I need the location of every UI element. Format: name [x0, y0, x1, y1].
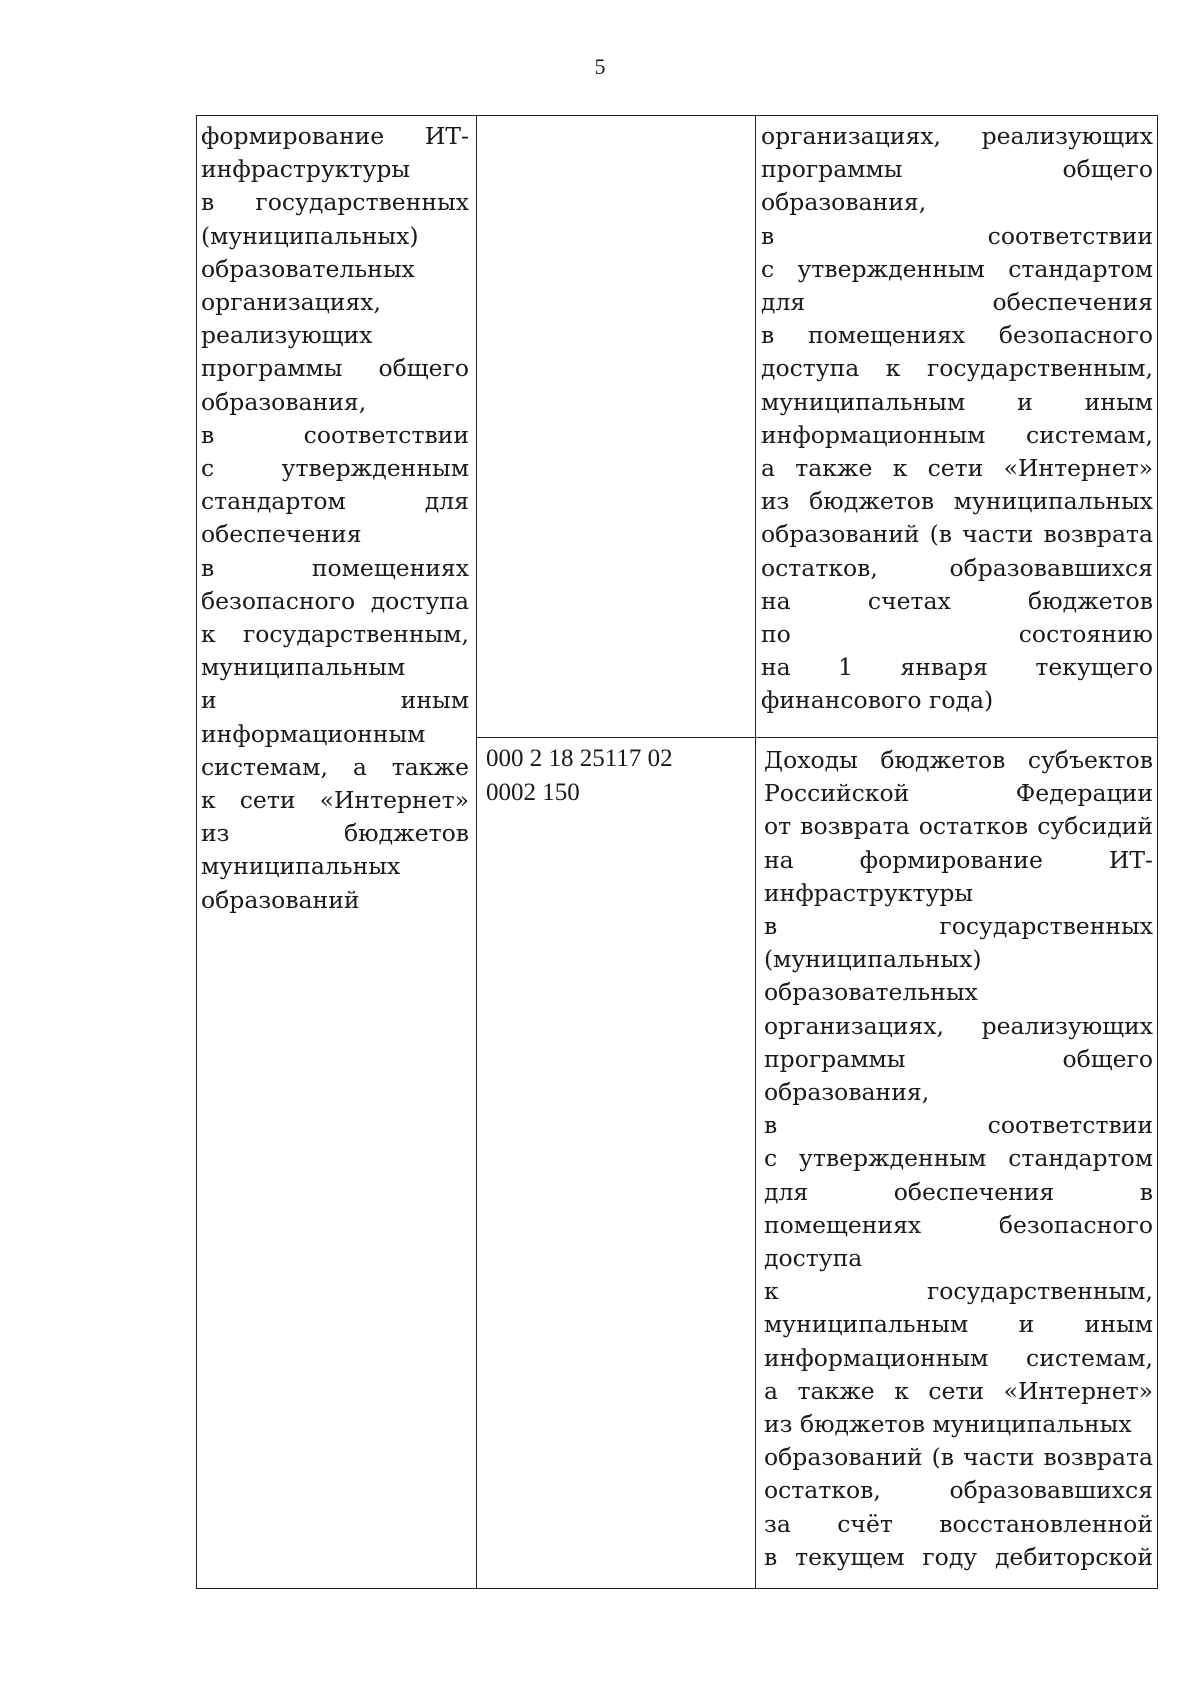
page-number: 5	[594, 54, 606, 79]
text-line: а также к сети «Интернет»	[761, 454, 1153, 483]
text-line: остатков, образовавшихся	[764, 1476, 1153, 1505]
text-line: из бюджетов муниципальных	[764, 1410, 1132, 1439]
text-line: за счёт восстановленной	[764, 1509, 1153, 1538]
text-line: информационным	[201, 719, 426, 748]
column-divider-1	[476, 116, 477, 1588]
text-line: в соответствии	[201, 420, 469, 449]
text-line: доступа	[764, 1244, 863, 1273]
text-line: образования,	[761, 188, 927, 217]
text-line: муниципальных	[201, 852, 401, 881]
text-line: на счетах бюджетов	[761, 586, 1153, 615]
text-line: Российской Федерации	[764, 779, 1153, 808]
text-line: муниципальным и иным	[761, 387, 1153, 416]
text-line: с утвержденным	[201, 454, 469, 483]
text-line: а также к сети «Интернет»	[764, 1376, 1153, 1405]
text-line: 000 2 18 25117 02	[486, 745, 673, 772]
text-line: с утвержденным стандартом	[764, 1144, 1153, 1173]
text-line: информационным системам,	[764, 1343, 1153, 1372]
text-line: в текущем году дебиторской	[764, 1542, 1153, 1571]
text-line: реализующих	[201, 321, 373, 350]
text-line: к сети «Интернет»	[201, 786, 469, 815]
text-line: в соответствии	[761, 221, 1153, 250]
text-line: обеспечения	[201, 520, 362, 549]
text-line: в соответствии	[764, 1111, 1153, 1140]
text-line: инфраструктуры	[201, 155, 411, 184]
budget-classification-table	[196, 115, 1158, 1589]
text-line: образования,	[764, 1078, 930, 1107]
text-line: муниципальным	[201, 653, 406, 682]
text-line: доступа к государственным,	[761, 354, 1153, 383]
text-line: для обеспечения	[761, 288, 1153, 317]
text-line: в государственных	[201, 188, 469, 217]
row-divider	[476, 737, 1157, 738]
budget-code-cell	[476, 742, 755, 810]
text-line: с утвержденным стандартом	[761, 254, 1153, 283]
text-line: образований (в части возврата	[761, 520, 1153, 549]
text-line: организациях, реализующих	[761, 122, 1153, 150]
text-line: организациях,	[201, 288, 381, 317]
text-line: системам, а также	[201, 752, 469, 781]
text-line: информационным системам,	[761, 420, 1153, 449]
text-line: по состоянию	[761, 620, 1153, 649]
revenue-description-cell	[755, 744, 1159, 1574]
text-line: образований	[201, 885, 360, 914]
text-line: формирование ИТ-	[201, 122, 469, 150]
text-line: финансового года)	[761, 686, 994, 715]
text-line: (муниципальных)	[764, 945, 982, 974]
text-line: образований (в части возврата	[764, 1443, 1153, 1472]
text-line: образовательных	[764, 978, 978, 1007]
text-line: в помещениях безопасного	[761, 321, 1153, 350]
text-line: инфраструктуры	[764, 878, 974, 907]
text-line: 0002 150	[486, 779, 580, 806]
text-line: стандартом для	[201, 487, 469, 516]
text-line: образования,	[201, 387, 367, 416]
text-line: в помещениях	[201, 553, 469, 582]
text-line: Доходы бюджетов субъектов	[764, 746, 1153, 774]
text-line: от возврата остатков субсидий	[764, 812, 1153, 841]
text-line: на формирование ИТ-	[764, 845, 1153, 874]
text-line: для обеспечения в	[764, 1177, 1153, 1206]
text-line: организациях, реализующих	[764, 1011, 1153, 1040]
text-line: в государственных	[764, 912, 1153, 941]
text-line: и иным	[201, 686, 469, 715]
text-line: из бюджетов муниципальных	[761, 487, 1153, 516]
text-line: образовательных	[201, 254, 415, 283]
text-line: из бюджетов	[201, 819, 469, 848]
text-line: помещениях безопасного	[764, 1210, 1153, 1239]
text-line: программы общего	[201, 354, 469, 383]
text-line: к государственным,	[764, 1277, 1153, 1306]
text-line: остатков, образовавшихся	[761, 553, 1153, 582]
text-line: муниципальным и иным	[764, 1310, 1153, 1339]
revenue-description-cell-previous	[755, 120, 1159, 718]
subsidy-name-cell	[197, 120, 476, 917]
text-line: программы общего	[764, 1044, 1153, 1073]
text-line: на 1 января текущего	[761, 653, 1153, 682]
text-line: к государственным,	[201, 620, 469, 649]
text-line: безопасного доступа	[201, 586, 469, 615]
text-line: программы общего	[761, 155, 1153, 184]
text-line: (муниципальных)	[201, 221, 419, 250]
